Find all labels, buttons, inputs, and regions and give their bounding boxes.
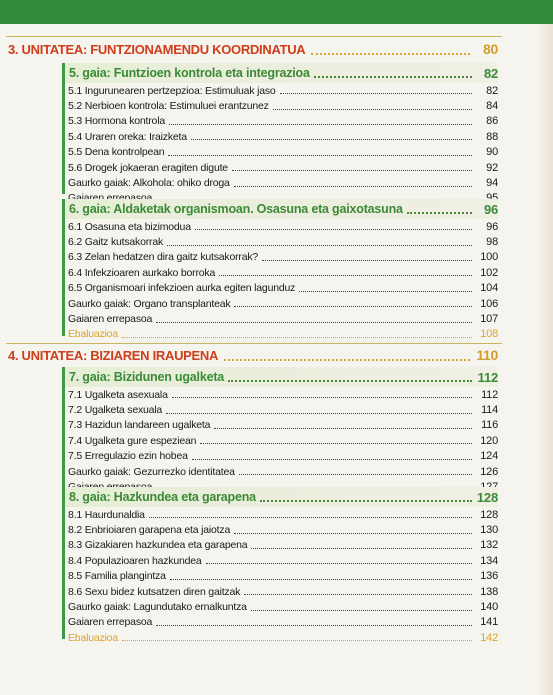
toc-entry[interactable] <box>65 553 498 568</box>
entry-label: 8.3 Gizakiaren hazkundea eta garapena <box>68 539 248 552</box>
leader-dots <box>172 397 472 398</box>
entry-label: 7.4 Ugalketa gure espeziean <box>68 434 197 447</box>
unit-divider <box>6 36 502 37</box>
entry-label: 8.6 Sexu bidez kutsatzen diren gaitzak <box>68 585 241 598</box>
entry-label: 5.2 Nerbioen kontrola: Estimuluei erantzunez <box>68 100 269 113</box>
entry-label: 6.2 Gaitz kutsakorrak <box>68 236 164 249</box>
leader-dots <box>234 533 472 534</box>
entry-label: 8.4 Populazioaren hazkundea <box>68 554 202 567</box>
leader-dots <box>192 459 472 460</box>
unit-heading[interactable] <box>8 344 498 366</box>
entry-page: 140 <box>480 601 498 614</box>
chapter-page: 82 <box>483 65 498 81</box>
leader-dots <box>122 640 472 641</box>
toc-entry[interactable] <box>65 145 498 160</box>
toc-entry-evaluation[interactable] <box>65 630 498 645</box>
entry-page: 116 <box>481 419 498 432</box>
toc-entry[interactable] <box>65 265 498 280</box>
toc-entry[interactable] <box>65 387 498 402</box>
chapter-title: 8. gaia: Hazkundea eta garapena <box>69 490 256 504</box>
chapter-page: 112 <box>477 369 498 385</box>
entry-label: 7.2 Ugalketa sexuala <box>68 404 163 417</box>
entry-page: 124 <box>480 450 498 463</box>
unit-heading[interactable] <box>8 38 498 60</box>
entry-page: 136 <box>480 570 498 583</box>
chapter-heading[interactable] <box>65 63 498 83</box>
toc-entry[interactable] <box>65 449 498 464</box>
entry-label: Gaurko gaiak: Lagundutako ernalkuntza <box>68 601 247 614</box>
leader-dots <box>214 428 472 429</box>
chapter-block <box>62 487 498 644</box>
chapter-title: 7. gaia: Bizidunen ugalketa <box>69 370 225 384</box>
entry-label: 8.5 Familia plangintza <box>68 570 166 583</box>
toc-entry[interactable] <box>65 599 498 614</box>
toc-entry[interactable] <box>65 250 498 265</box>
leader-dots <box>314 76 472 78</box>
entry-label: Gaurko gaiak: Gezurrezko identitatea <box>68 465 235 478</box>
toc-entry[interactable] <box>65 569 498 584</box>
toc-entry[interactable] <box>65 507 498 522</box>
leader-dots <box>168 155 472 156</box>
toc-entry[interactable] <box>65 281 498 296</box>
chapter-heading[interactable] <box>65 487 498 507</box>
toc-entry-evaluation[interactable] <box>65 327 498 342</box>
leader-dots <box>407 212 472 214</box>
toc-entry[interactable] <box>65 522 498 537</box>
toc-entry[interactable] <box>65 129 498 144</box>
entry-label: 5.4 Uraren oreka: Iraizketa <box>68 130 187 143</box>
entry-page: 102 <box>480 266 498 279</box>
chapter-block <box>62 63 498 194</box>
toc-entry[interactable] <box>65 433 498 448</box>
entry-page: 107 <box>480 313 498 326</box>
entry-label: 7.3 Hazidun landareen ugalketa <box>68 419 211 432</box>
leader-dots <box>244 594 472 595</box>
chapter-block <box>62 199 498 341</box>
toc-entry[interactable] <box>65 464 498 479</box>
toc-entry[interactable] <box>65 114 498 129</box>
entry-label: 7.1 Ugalketa asexuala <box>68 388 168 401</box>
entry-label: 8.2 Enbrioiaren garapena eta jaiotza <box>68 524 231 537</box>
leader-dots <box>224 358 470 361</box>
entry-label: Gaiaren errepasoa <box>68 313 153 326</box>
entry-page: 84 <box>486 100 498 113</box>
leader-dots <box>191 139 472 140</box>
entry-label: 7.5 Erregulazio ezin hobea <box>68 450 188 463</box>
leader-dots <box>234 306 472 307</box>
entry-page: 138 <box>480 585 498 598</box>
leader-dots <box>228 380 472 382</box>
entry-page: 94 <box>486 177 498 190</box>
entry-page: 88 <box>486 130 498 143</box>
entry-label: Ebaluazioa <box>68 631 118 644</box>
toc-entry[interactable] <box>65 234 498 249</box>
chapter-block <box>62 367 498 488</box>
leader-dots <box>251 548 472 549</box>
entry-label: 5.1 Ingurunearen pertzepzioa: Estimuluak jaso <box>68 84 276 97</box>
entry-page: 90 <box>486 146 498 159</box>
chapter-heading[interactable] <box>65 367 498 387</box>
entry-page: 106 <box>480 297 498 310</box>
leader-dots <box>156 322 472 323</box>
toc-entry[interactable] <box>65 219 498 234</box>
entry-label: Gaurko gaiak: Organo transplanteak <box>68 297 231 310</box>
entry-page: 126 <box>480 465 498 478</box>
entry-label: 6.3 Zelan hedatzen dira gaitz kutsakorrak? <box>68 251 259 264</box>
leader-dots <box>206 563 472 564</box>
toc-entry[interactable] <box>65 418 498 433</box>
toc-entry[interactable] <box>65 402 498 417</box>
leader-dots <box>166 413 472 414</box>
leader-dots <box>299 291 472 292</box>
unit-title: 4. UNITATEA: BIZIAREN IRAUPENA <box>8 347 219 363</box>
leader-dots <box>232 170 472 171</box>
entry-page: 130 <box>480 524 498 537</box>
entry-page: 98 <box>486 236 498 249</box>
entry-page: 120 <box>480 434 498 447</box>
chapter-page: 96 <box>483 201 498 217</box>
leader-dots <box>273 109 472 110</box>
entry-label: Gaurko gaiak: Alkohola: ohiko droga <box>68 177 230 190</box>
leader-dots <box>169 124 472 125</box>
leader-dots <box>156 625 472 626</box>
unit-page: 80 <box>483 41 498 57</box>
leader-dots <box>219 275 472 276</box>
leader-dots <box>167 245 472 246</box>
leader-dots <box>239 474 472 475</box>
toc-entry[interactable] <box>65 98 498 113</box>
leader-dots <box>280 93 472 94</box>
entry-page: 100 <box>480 251 498 264</box>
toc-entry[interactable] <box>65 584 498 599</box>
entry-page: 128 <box>480 508 498 521</box>
entry-label: 6.5 Organismoari infekzioen aurka egiten lagunduz <box>68 282 296 295</box>
entry-page: 141 <box>480 616 498 629</box>
leader-dots <box>262 260 472 261</box>
leader-dots <box>195 229 472 230</box>
leader-dots <box>200 443 472 444</box>
entry-page: 82 <box>486 84 498 97</box>
entry-label: 5.3 Hormona kontrola <box>68 115 165 128</box>
entry-label: Ebaluazioa <box>68 328 118 341</box>
toc-entry[interactable] <box>65 296 498 311</box>
toc-entry[interactable] <box>65 615 498 630</box>
entry-label: 5.5 Dena kontrolpean <box>68 146 165 159</box>
leader-dots <box>122 337 472 338</box>
entry-label: 8.1 Haurdunaldia <box>68 508 145 521</box>
entry-page: 142 <box>480 631 498 644</box>
entry-page: 134 <box>480 554 498 567</box>
leader-dots <box>170 579 472 580</box>
entry-label: 6.1 Osasuna eta bizimodua <box>68 220 191 233</box>
entry-page: 86 <box>486 115 498 128</box>
leader-dots <box>149 517 472 518</box>
chapter-title: 6. gaia: Aldaketak organismoan. Osasuna eta gaixotasuna <box>69 202 403 216</box>
entry-page: 92 <box>486 161 498 174</box>
chapter-heading[interactable] <box>65 199 498 219</box>
toc-entry[interactable] <box>65 160 498 175</box>
entry-label: 5.6 Drogek jokaeran eragiten digute <box>68 161 228 174</box>
header-bar <box>0 0 553 24</box>
entry-page: 112 <box>481 388 498 401</box>
entry-page: 104 <box>480 282 498 295</box>
entry-page: 114 <box>481 404 498 417</box>
leader-dots <box>234 186 472 187</box>
entry-label: 6.4 Infekzioaren aurkako borroka <box>68 266 216 279</box>
toc-entry[interactable] <box>65 311 498 326</box>
entry-label: Gaiaren errepasoa <box>68 616 153 629</box>
toc-entry[interactable] <box>65 538 498 553</box>
chapter-page: 128 <box>476 489 498 505</box>
toc-entry[interactable] <box>65 83 498 98</box>
page-edge-shadow <box>537 24 553 695</box>
unit-title: 3. UNITATEA: FUNTZIONAMENDU KOORDINATUA <box>8 41 306 57</box>
entry-page: 108 <box>480 328 498 341</box>
toc-entry[interactable] <box>65 175 498 190</box>
leader-dots <box>260 500 472 502</box>
entry-page: 96 <box>486 220 498 233</box>
unit-page: 110 <box>476 347 498 363</box>
leader-dots <box>311 52 470 55</box>
leader-dots <box>251 610 472 611</box>
chapter-title: 5. gaia: Funtzioen kontrola eta integrazioa <box>69 66 310 80</box>
entry-page: 132 <box>480 539 498 552</box>
